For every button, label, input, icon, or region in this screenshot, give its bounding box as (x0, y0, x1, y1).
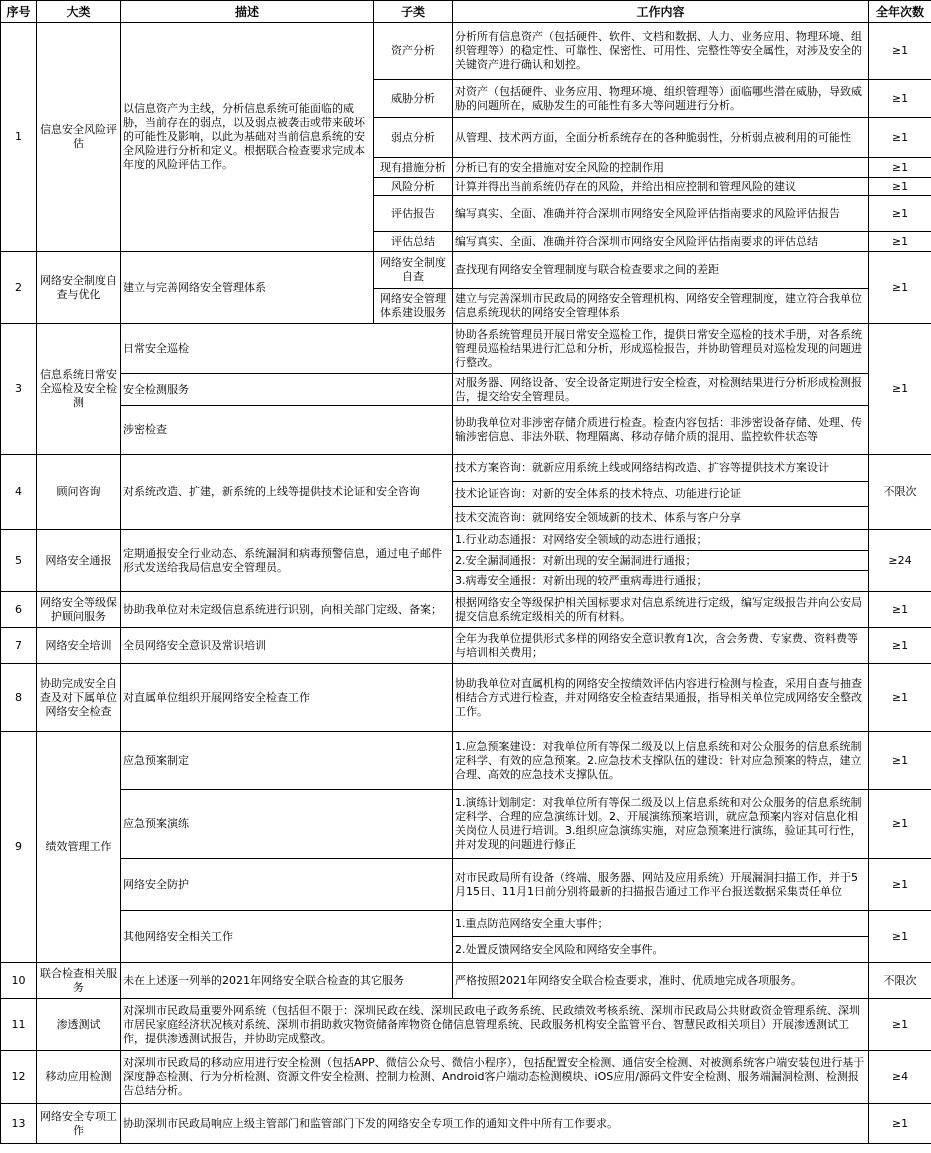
freq-cell: ≥1 (869, 664, 931, 732)
freq-cell: ≥1 (869, 158, 931, 178)
subcategory-cell: 资产分析 (374, 23, 453, 80)
subcategory-cell: 评估报告 (374, 196, 453, 232)
table-row (1, 628, 931, 664)
table-row (1, 592, 931, 628)
row-number: 8 (1, 664, 37, 732)
desc-cell: 应急预案制定 (121, 732, 453, 790)
row-number: 6 (1, 592, 37, 628)
desc-cell: 网络安全防护 (121, 859, 453, 911)
table-row (1, 911, 931, 937)
freq-cell: ≥1 (869, 790, 931, 859)
freq-cell: ≥1 (869, 592, 931, 628)
freq-cell: ≥1 (869, 118, 931, 158)
freq-cell: 不限次 (869, 963, 931, 999)
desc-cell: 安全检测服务 (121, 374, 453, 406)
category-cell: 渗透测试 (37, 999, 121, 1051)
header-desc: 描述 (121, 1, 374, 23)
category-cell: 移动应用检测 (37, 1051, 121, 1104)
work-cell: 协助我单位对直属机构的网络安全按绩效评估内容进行检测与检查，采用自查与抽查相结合方式进行检查，并对网络安全检查结果通报，指导相关单位完成网络安全整改工作。 (453, 664, 869, 732)
desc-cell: 对系统改造、扩建，新系统的上线等提供技术论证和安全咨询 (121, 455, 453, 530)
work-cell: 3.病毒安全通报：对新出现的较严重病毒进行通报； (453, 571, 869, 592)
category-cell: 协助完成安全自查及对下属单位网络安全检查 (37, 664, 121, 732)
work-cell: 全年为我单位提供形式多样的网络安全意识教育1次，含会务费、专家费、资料费等与培训相关费用； (453, 628, 869, 664)
category-cell: 信息安全风险评估 (37, 23, 121, 252)
category-cell: 网络安全通报 (37, 530, 121, 592)
desc-cell: 对直属单位组织开展网络安全检查工作 (121, 664, 453, 732)
subcategory-cell: 网络安全管理体系建设服务 (374, 289, 453, 324)
freq-cell: ≥1 (869, 628, 931, 664)
category-cell: 网络安全培训 (37, 628, 121, 664)
desc-cell: 未在上述逐一列举的2021年网络安全联合检查的其它服务 (121, 963, 453, 999)
freq-cell: ≥1 (869, 732, 931, 790)
row-number: 10 (1, 963, 37, 999)
subcategory-cell: 弱点分析 (374, 118, 453, 158)
category-cell: 网络安全等级保护顾问服务 (37, 592, 121, 628)
work-cell: 协助各系统管理员开展日常安全巡检工作，提供日常安全巡检的技术手册，对各系统管理员巡检结果进行汇总和分析，形成巡检报告，并协助管理员对巡检发现的问题进行整改。 (453, 324, 869, 374)
category-cell: 绩效管理工作 (37, 732, 121, 963)
freq-cell: 不限次 (869, 455, 931, 530)
header-freq: 全年次数 (869, 1, 931, 23)
freq-cell: ≥1 (869, 324, 931, 455)
header-work: 工作内容 (453, 1, 869, 23)
work-cell: 对市民政局所有设备（终端、服务器、网站及应用系统）开展漏洞扫描工作，并于5月15日、11月1日前分别将最新的扫描报告通过工作平台报送数据采集责任单位 (453, 859, 869, 911)
table-row (1, 664, 931, 732)
header-subcategory: 子类 (374, 1, 453, 23)
work-cell: 2.处置反馈网络安全风险和网络安全事件。 (453, 937, 869, 963)
row-number: 2 (1, 252, 37, 324)
work-cell: 建立与完善深圳市民政局的网络安全管理机构、网络安全管理制度，建立符合我单位信息系统现状的网络安全管理体系 (453, 289, 869, 324)
freq-cell: ≥1 (869, 1104, 931, 1144)
row-number: 11 (1, 999, 37, 1051)
freq-cell: ≥24 (869, 530, 931, 592)
header-category: 大类 (37, 1, 121, 23)
freq-cell: ≥1 (869, 911, 931, 963)
work-cell: 1.重点防范网络安全重大事件； (453, 911, 869, 937)
work-cell: 查找现有网络安全管理制度与联合检查要求之间的差距 (453, 252, 869, 289)
desc-cell: 应急预案演练 (121, 790, 453, 859)
row-number: 1 (1, 23, 37, 252)
work-cell: 从管理、技术两方面，全面分析系统存在的各种脆弱性，分析弱点被利用的可能性 (453, 118, 869, 158)
table-row (1, 252, 931, 289)
table-row (1, 530, 931, 551)
desc-cell: 协助深圳市民政局响应上级主管部门和监管部门下发的网络安全专项工作的通知文件中所有工作要求。 (121, 1104, 869, 1144)
desc-cell: 定期通报安全行业动态、系统漏洞和病毒预警信息，通过电子邮件形式发送给我局信息安全管理员。 (121, 530, 453, 592)
table-row (1, 23, 931, 80)
freq-cell: ≥1 (869, 252, 931, 324)
subcategory-cell: 风险分析 (374, 178, 453, 196)
table-row (1, 324, 931, 374)
work-cell: 协助我单位对非涉密存储介质进行检查。检查内容包括：非涉密设备存储、处理、传输涉密信息、非法外联、物理隔离、移动存储介质的混用、监控软件状态等 (453, 406, 869, 455)
freq-cell: ≥1 (869, 859, 931, 911)
category-cell: 网络安全专项工作 (37, 1104, 121, 1144)
category-cell: 顾问咨询 (37, 455, 121, 530)
freq-cell: ≥1 (869, 232, 931, 252)
row-number: 5 (1, 530, 37, 592)
table-row (1, 963, 931, 999)
work-cell: 分析已有的安全措施对安全风险的控制作用 (453, 158, 869, 178)
desc-cell: 协助我单位对未定级信息系统进行识别，向相关部门定级、备案； (121, 592, 453, 628)
freq-cell: ≥1 (869, 999, 931, 1051)
work-cell: 1.演练计划制定：对我单位所有等保二级及以上信息系统和对公众服务的信息系统制定科学、合理的应急演练计划。2、开展演练预案培训，就应急预案内容对信息化相关岗位人员进行培训。3.组织应急演练实施，对应急预案进行演练，验证其可行性，并对发现的问题进行修正 (453, 790, 869, 859)
work-cell: 技术交流咨询：就网络安全领域新的技术、体系与客户分享 (453, 507, 869, 530)
table-row (1, 859, 931, 911)
freq-cell: ≥1 (869, 196, 931, 232)
work-cell: 技术论证咨询：对新的安全体系的技术特点、功能进行论证 (453, 482, 869, 507)
desc-cell: 以信息资产为主线，分析信息系统可能面临的威胁，当前存在的弱点，以及弱点被袭击或带来破坏的可能性及影响，以此为基础对当前信息系统的安全风险进行分析和定义。根据联合检查要求完成本年度的风险评估工作。 (121, 23, 374, 252)
subcategory-cell: 网络安全制度自查 (374, 252, 453, 289)
freq-cell: ≥1 (869, 80, 931, 118)
desc-cell: 对深圳市民政局的移动应用进行安全检测（包括APP、微信公众号、微信小程序），包括配置安全检测、通信安全检测、对被测系统客户端安装包进行基于深度静态检测、行为分析检测、资源文件安全检测、控制力检测、Android客户端动态检测模块、iOS应用/源码文件安全检测、服务端漏洞检测、检测报告总结分析。 (121, 1051, 869, 1104)
table-row (1, 455, 931, 482)
freq-cell: ≥1 (869, 23, 931, 80)
desc-cell: 全员网络安全意识及常识培训 (121, 628, 453, 664)
table-row (1, 732, 931, 790)
category-cell: 网络安全制度自查与优化 (37, 252, 121, 324)
table-row (1, 406, 931, 455)
work-cell: 编写真实、全面、准确并符合深圳市网络安全风险评估指南要求的评估总结 (453, 232, 869, 252)
freq-cell: ≥1 (869, 178, 931, 196)
work-cell: 计算并得出当前系统仍存在的风险，并给出相应控制和管理风险的建议 (453, 178, 869, 196)
desc-cell: 对深圳市民政局重要外网系统（包括但不限于：深圳民政在线、深圳民政电子政务系统、民政绩效考核系统、深圳市民政局公共财政资金管理系统、深圳市居民家庭经济状况核对系统、深圳市捐助救灾物资储备库物资仓储信息管理系统、民政服务机构安全监管平台、智慧民政相关项目）开展渗透测试工作，提供渗透测试报告，并协助完成整改。 (121, 999, 869, 1051)
row-number: 9 (1, 732, 37, 963)
freq-cell: ≥4 (869, 1051, 931, 1104)
category-cell: 信息系统日常安全巡检及安全检测 (37, 324, 121, 455)
row-number: 7 (1, 628, 37, 664)
work-cell: 编写真实、全面、准确并符合深圳市网络安全风险评估指南要求的风险评估报告 (453, 196, 869, 232)
work-cell: 对服务器、网络设备、安全设备定期进行安全检查，对检测结果进行分析形成检测报告，提交给安全管理员。 (453, 374, 869, 406)
work-cell: 对资产（包括硬件、业务应用、物理环境、组织管理等）面临哪些潜在威胁，导致威胁的问题所在，威胁发生的可能性有多大等问题进行分析。 (453, 80, 869, 118)
row-number: 12 (1, 1051, 37, 1104)
header-row (1, 1, 931, 23)
work-cell: 技术方案咨询：就新应用系统上线或网络结构改造、扩容等提供技术方案设计 (453, 455, 869, 482)
work-cell: 2.安全漏洞通报：对新出现的安全漏洞进行通报； (453, 551, 869, 571)
desc-cell: 建立与完善网络安全管理体系 (121, 252, 374, 324)
work-cell: 1.应急预案建设：对我单位所有等保二级及以上信息系统和对公众服务的信息系统制定科学、有效的应急预案。2.应急技术支撑队伍的建设：针对应急预案的特点，建立合理、高效的应急技术支撑队伍。 (453, 732, 869, 790)
work-cell: 根据网络安全等级保护相关国标要求对信息系统进行定级，编写定级报告并向公安局提交信息系统定级相关的所有材料。 (453, 592, 869, 628)
table-row (1, 1051, 931, 1104)
work-cell: 分析所有信息资产（包括硬件、软件、文档和数据、人力、业务应用、物理环境、组织管理等）的稳定性、可靠性、保密性、可用性、完整性等安全属性，对涉及安全的关键资产进行确认和划控。 (453, 23, 869, 80)
row-number: 13 (1, 1104, 37, 1144)
header-no: 序号 (1, 1, 37, 23)
desc-cell: 其他网络安全相关工作 (121, 911, 453, 963)
category-cell: 联合检查相关服务 (37, 963, 121, 999)
table-row (1, 999, 931, 1051)
table-row (1, 1104, 931, 1144)
row-number: 4 (1, 455, 37, 530)
row-number: 3 (1, 324, 37, 455)
table-row (1, 374, 931, 406)
subcategory-cell: 评估总结 (374, 232, 453, 252)
desc-cell: 涉密检查 (121, 406, 453, 455)
desc-cell: 日常安全巡检 (121, 324, 453, 374)
subcategory-cell: 现有措施分析 (374, 158, 453, 178)
work-cell: 严格按照2021年网络安全联合检查要求，准时、优质地完成各项服务。 (453, 963, 869, 999)
work-cell: 1.行业动态通报：对网络安全领域的动态进行通报； (453, 530, 869, 551)
table-row (1, 790, 931, 859)
subcategory-cell: 威胁分析 (374, 80, 453, 118)
